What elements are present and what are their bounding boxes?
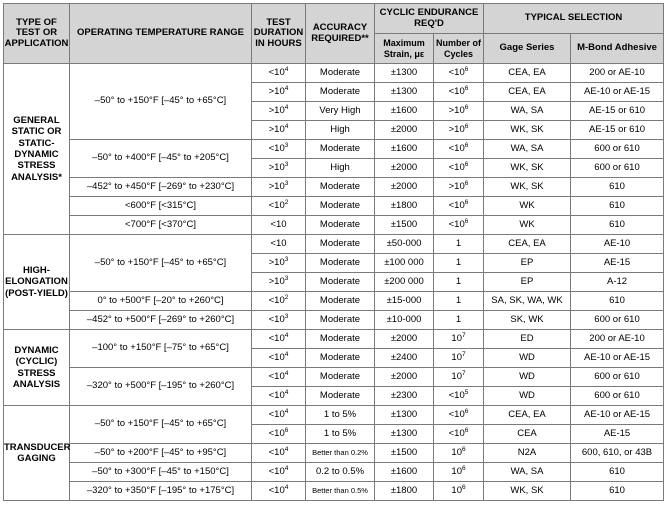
duration-value: <10	[268, 427, 285, 439]
cycles-cell	[434, 482, 484, 501]
cycles-cell	[434, 387, 484, 406]
cycles-exponent: 6	[464, 103, 469, 111]
cycles-value: 10	[451, 370, 462, 382]
cycles-cell	[434, 330, 484, 349]
cycles-value: 1	[455, 256, 462, 268]
header-gage-series: Gage Series	[484, 34, 571, 64]
duration-value: <10	[268, 408, 285, 420]
duration-exponent: 4	[284, 65, 289, 73]
cycles-cell	[434, 406, 484, 425]
cycles-exponent: 7	[461, 331, 466, 339]
gage-series-cell: N2A	[484, 444, 571, 463]
max-strain-cell: ±1800	[375, 197, 434, 216]
header-max-strain: Maximum Strain, με	[375, 34, 434, 64]
adhesive-cell: AE-10 or AE-15	[571, 406, 664, 425]
cycles-value: 10	[451, 351, 462, 363]
accuracy-cell: Moderate	[306, 216, 375, 235]
duration-value: >10	[268, 180, 285, 192]
adhesive-cell: 200 or AE-10	[571, 64, 664, 83]
duration-exponent: 4	[284, 464, 289, 472]
cycles-exponent: 6	[464, 407, 469, 415]
duration-value: <10	[270, 237, 287, 249]
gage-series-cell: CEA, EA	[484, 406, 571, 425]
accuracy-cell: High	[306, 159, 375, 178]
accuracy-cell: Moderate	[306, 368, 375, 387]
duration-value: <10	[268, 370, 285, 382]
temperature-cell: –50° to +200°F [–45° to +95°C]	[70, 444, 252, 463]
adhesive-cell: 610	[571, 216, 664, 235]
accuracy-cell: Moderate	[306, 273, 375, 292]
header-temperature: OPERATING TEMPERATURE RANGE	[70, 4, 252, 64]
cycles-value: 1	[455, 275, 462, 287]
temperature-cell: <700°F [<370°C]	[70, 216, 252, 235]
table-row	[4, 368, 664, 387]
duration-cell	[252, 368, 306, 387]
duration-exponent: 4	[284, 407, 289, 415]
accuracy-cell: Moderate	[306, 83, 375, 102]
gage-series-cell: WD	[484, 368, 571, 387]
adhesive-cell: AE-10 or AE-15	[571, 349, 664, 368]
max-strain-cell: ±1500	[375, 216, 434, 235]
max-strain-cell: ±2400	[375, 349, 434, 368]
accuracy-cell: Moderate	[306, 178, 375, 197]
cycles-value: 1	[455, 237, 462, 249]
duration-value: <10	[268, 66, 285, 78]
adhesive-cell: AE-10	[571, 235, 664, 254]
accuracy-cell: Moderate	[306, 311, 375, 330]
duration-value: <10	[270, 218, 287, 230]
table-body	[4, 64, 664, 501]
duration-value: <10	[268, 294, 285, 306]
adhesive-cell: 600 or 610	[571, 159, 664, 178]
cycles-value: <10	[448, 142, 465, 154]
max-strain-cell: ±1300	[375, 83, 434, 102]
gage-series-cell: WK	[484, 197, 571, 216]
cycles-exponent: 7	[461, 369, 466, 377]
table-row	[4, 64, 664, 83]
duration-exponent: 2	[284, 198, 289, 206]
max-strain-cell: ±100 000	[375, 254, 434, 273]
cycles-exponent: 6	[464, 198, 469, 206]
accuracy-cell: Better than 0.2%	[306, 444, 375, 463]
max-strain-cell: ±2000	[375, 159, 434, 178]
accuracy-cell: Moderate	[306, 387, 375, 406]
cycles-exponent: 6	[461, 464, 466, 472]
duration-value: >10	[268, 161, 285, 173]
gage-series-cell: WK	[484, 216, 571, 235]
cycles-exponent: 6	[464, 217, 469, 225]
max-strain-cell: ±1300	[375, 406, 434, 425]
gage-series-cell: WD	[484, 387, 571, 406]
table-row	[4, 444, 664, 463]
duration-exponent: 3	[284, 274, 289, 282]
max-strain-cell: ±1600	[375, 140, 434, 159]
duration-cell	[252, 330, 306, 349]
gage-series-cell: WK, SK	[484, 159, 571, 178]
max-strain-cell: ±1500	[375, 444, 434, 463]
adhesive-cell: 600 or 610	[571, 368, 664, 387]
max-strain-cell: ±1300	[375, 64, 434, 83]
cycles-exponent: 6	[464, 141, 469, 149]
cycles-value: >10	[448, 180, 465, 192]
duration-exponent: 6	[284, 426, 289, 434]
table-row	[4, 406, 664, 425]
table-row	[4, 292, 664, 311]
max-strain-cell: ±2000	[375, 330, 434, 349]
duration-cell	[252, 64, 306, 83]
cycles-cell	[434, 159, 484, 178]
cycles-cell	[434, 349, 484, 368]
duration-cell	[252, 140, 306, 159]
adhesive-cell: 600 or 610	[571, 140, 664, 159]
gage-series-cell: WA, SA	[484, 102, 571, 121]
adhesive-cell: 600 or 610	[571, 311, 664, 330]
cycles-value: >10	[448, 104, 465, 116]
duration-exponent: 3	[284, 255, 289, 263]
accuracy-cell: Moderate	[306, 235, 375, 254]
gage-series-cell: WK, SK	[484, 482, 571, 501]
cycles-cell	[434, 292, 484, 311]
duration-cell	[252, 482, 306, 501]
accuracy-cell: 1 to 5%	[306, 406, 375, 425]
duration-exponent: 3	[284, 160, 289, 168]
duration-cell	[252, 425, 306, 444]
cycles-value: 1	[455, 294, 462, 306]
cycles-cell	[434, 140, 484, 159]
gage-series-cell: ED	[484, 330, 571, 349]
max-strain-cell: ±1800	[375, 482, 434, 501]
duration-exponent: 4	[284, 84, 289, 92]
table-row	[4, 216, 664, 235]
duration-exponent: 4	[284, 103, 289, 111]
max-strain-cell: ±2000	[375, 121, 434, 140]
accuracy-cell: Moderate	[306, 330, 375, 349]
max-strain-cell: ±15-000	[375, 292, 434, 311]
cycles-value: 10	[451, 332, 462, 344]
duration-value: >10	[268, 104, 285, 116]
accuracy-cell: Moderate	[306, 140, 375, 159]
cycles-cell	[434, 444, 484, 463]
cycles-cell	[434, 102, 484, 121]
duration-exponent: 3	[284, 141, 289, 149]
adhesive-cell: 600 or 610	[571, 387, 664, 406]
adhesive-cell: 200 or AE-10	[571, 330, 664, 349]
table-row	[4, 178, 664, 197]
table-row	[4, 140, 664, 159]
cycles-value: <10	[448, 85, 465, 97]
max-strain-cell: ±1600	[375, 102, 434, 121]
cycles-value: <10	[448, 199, 465, 211]
adhesive-cell: 600, 610, or 43B	[571, 444, 664, 463]
adhesive-cell: 610	[571, 482, 664, 501]
cycles-value: <10	[448, 408, 465, 420]
gage-series-cell: SK, WK	[484, 311, 571, 330]
temperature-cell: 0° to +500°F [–20° to +260°C]	[70, 292, 252, 311]
cycles-value: 10	[451, 484, 462, 496]
gage-series-cell: CEA	[484, 425, 571, 444]
max-strain-cell: ±50-000	[375, 235, 434, 254]
cycles-cell	[434, 178, 484, 197]
cycles-cell	[434, 425, 484, 444]
cycles-exponent: 6	[461, 445, 466, 453]
cycles-value: <10	[448, 161, 465, 173]
adhesive-cell: AE-15 or 610	[571, 102, 664, 121]
cycles-cell	[434, 254, 484, 273]
cycles-cell	[434, 463, 484, 482]
cycles-exponent: 6	[461, 483, 466, 491]
cycles-cell	[434, 64, 484, 83]
gage-series-cell: CEA, EA	[484, 235, 571, 254]
adhesive-cell: 610	[571, 463, 664, 482]
header-application: TYPE OF TEST OR APPLICATION	[4, 4, 70, 64]
cycles-exponent: 6	[464, 160, 469, 168]
adhesive-cell: AE-15	[571, 425, 664, 444]
gage-series-cell: SA, SK, WA, WK	[484, 292, 571, 311]
application-cell: TRANSDUCER GAGING	[4, 406, 70, 501]
temperature-cell: –320° to +350°F [–195° to +175°C]	[70, 482, 252, 501]
accuracy-cell: Moderate	[306, 254, 375, 273]
duration-value: <10	[268, 465, 285, 477]
cycles-exponent: 6	[464, 84, 469, 92]
cycles-cell	[434, 368, 484, 387]
duration-cell	[252, 311, 306, 330]
temperature-cell: <600°F [<315°C]	[70, 197, 252, 216]
cycles-exponent: 6	[464, 65, 469, 73]
adhesive-cell: 610	[571, 292, 664, 311]
duration-value: <10	[268, 199, 285, 211]
adhesive-cell: AE-15 or 610	[571, 121, 664, 140]
duration-exponent: 4	[284, 483, 289, 491]
header-duration: TEST DURATION IN HOURS	[252, 4, 306, 64]
max-strain-cell: ±2000	[375, 368, 434, 387]
duration-value: <10	[268, 313, 285, 325]
duration-exponent: 4	[284, 388, 289, 396]
duration-exponent: 4	[284, 331, 289, 339]
duration-value: >10	[268, 123, 285, 135]
duration-cell	[252, 463, 306, 482]
duration-cell	[252, 235, 306, 254]
max-strain-cell: ±200 000	[375, 273, 434, 292]
duration-cell	[252, 83, 306, 102]
duration-value: <10	[268, 484, 285, 496]
header-typical-selection: TYPICAL SELECTION	[484, 4, 664, 34]
duration-cell	[252, 216, 306, 235]
table-row	[4, 311, 664, 330]
cycles-exponent: 7	[461, 350, 466, 358]
duration-value: <10	[268, 446, 285, 458]
duration-value: >10	[268, 275, 285, 287]
table-row	[4, 330, 664, 349]
duration-cell	[252, 387, 306, 406]
duration-cell	[252, 121, 306, 140]
gage-series-cell: CEA, EA	[484, 64, 571, 83]
accuracy-cell: Moderate	[306, 197, 375, 216]
accuracy-cell: Better than 0.5%	[306, 482, 375, 501]
table-row	[4, 235, 664, 254]
gage-series-cell: CEA, EA	[484, 83, 571, 102]
max-strain-cell: ±2300	[375, 387, 434, 406]
duration-value: <10	[268, 332, 285, 344]
gage-series-cell: WK, SK	[484, 121, 571, 140]
header-accuracy: ACCURACY REQUIRED**	[306, 4, 375, 64]
cycles-exponent: 6	[464, 122, 469, 130]
temperature-cell: –50° to +150°F [–45° to +65°C]	[70, 64, 252, 140]
table-row	[4, 197, 664, 216]
cycles-value: <10	[448, 389, 465, 401]
accuracy-cell: Moderate	[306, 64, 375, 83]
adhesive-cell: AE-10 or AE-15	[571, 83, 664, 102]
duration-cell	[252, 197, 306, 216]
application-cell: GENERAL STATIC OR STATIC-DYNAMIC STRESS ANALYSIS*	[4, 64, 70, 235]
adhesive-cell: AE-15	[571, 254, 664, 273]
temperature-cell: –452° to +500°F [–269° to +260°C]	[70, 311, 252, 330]
accuracy-cell: Moderate	[306, 292, 375, 311]
duration-cell	[252, 273, 306, 292]
cycles-value: 1	[455, 313, 462, 325]
cycles-value: <10	[448, 66, 465, 78]
accuracy-cell: Very High	[306, 102, 375, 121]
gage-series-cell: WK, SK	[484, 178, 571, 197]
cycles-cell	[434, 235, 484, 254]
duration-value: >10	[268, 256, 285, 268]
temperature-cell: –100° to +150°F [–75° to +65°C]	[70, 330, 252, 368]
max-strain-cell: ±10-000	[375, 311, 434, 330]
duration-value: <10	[268, 351, 285, 363]
cycles-value: 10	[451, 446, 462, 458]
duration-exponent: 3	[284, 179, 289, 187]
temperature-cell: –50° to +400°F [–45° to +205°C]	[70, 140, 252, 178]
gage-series-cell: WD	[484, 349, 571, 368]
application-cell: HIGH-ELONGATION (POST-YIELD)	[4, 235, 70, 330]
table-row	[4, 463, 664, 482]
temperature-cell: –452° to +450°F [–269° to +230°C]	[70, 178, 252, 197]
cycles-cell	[434, 273, 484, 292]
cycles-cell	[434, 121, 484, 140]
duration-exponent: 4	[284, 445, 289, 453]
application-cell: DYNAMIC (CYCLIC) STRESS ANALYSIS	[4, 330, 70, 406]
cycles-exponent: 5	[464, 388, 469, 396]
cycles-value: 10	[451, 465, 462, 477]
temperature-cell: –50° to +150°F [–45° to +65°C]	[70, 235, 252, 292]
cycles-cell	[434, 311, 484, 330]
adhesive-cell: 610	[571, 178, 664, 197]
duration-cell	[252, 178, 306, 197]
duration-value: >10	[268, 85, 285, 97]
accuracy-cell: 1 to 5%	[306, 425, 375, 444]
max-strain-cell: ±2000	[375, 178, 434, 197]
duration-exponent: 3	[284, 312, 289, 320]
gage-series-cell: EP	[484, 254, 571, 273]
duration-exponent: 4	[284, 122, 289, 130]
cycles-value: >10	[448, 123, 465, 135]
gage-series-cell: EP	[484, 273, 571, 292]
accuracy-cell: High	[306, 121, 375, 140]
cycles-cell	[434, 216, 484, 235]
duration-cell	[252, 292, 306, 311]
header-number-cycles: Number of Cycles	[434, 34, 484, 64]
duration-exponent: 4	[284, 369, 289, 377]
accuracy-cell: 0.2 to 0.5%	[306, 463, 375, 482]
adhesive-cell: A-12	[571, 273, 664, 292]
duration-cell	[252, 444, 306, 463]
header-cyclic-endurance: CYCLIC ENDURANCE REQ'D	[375, 4, 484, 34]
max-strain-cell: ±1600	[375, 463, 434, 482]
duration-value: <10	[268, 389, 285, 401]
cycles-value: <10	[448, 218, 465, 230]
duration-cell	[252, 406, 306, 425]
gage-series-cell: WA, SA	[484, 140, 571, 159]
duration-cell	[252, 349, 306, 368]
cycles-exponent: 6	[464, 179, 469, 187]
duration-exponent: 2	[284, 293, 289, 301]
duration-cell	[252, 102, 306, 121]
duration-cell	[252, 159, 306, 178]
max-strain-cell: ±1300	[375, 425, 434, 444]
header-adhesive: M-Bond Adhesive	[571, 34, 664, 64]
duration-cell	[252, 254, 306, 273]
gage-selection-table	[3, 3, 664, 501]
accuracy-cell: Moderate	[306, 349, 375, 368]
adhesive-cell: 610	[571, 197, 664, 216]
table-row	[4, 482, 664, 501]
gage-series-cell: WA, SA	[484, 463, 571, 482]
cycles-cell	[434, 83, 484, 102]
duration-value: <10	[268, 142, 285, 154]
duration-exponent: 4	[284, 350, 289, 358]
temperature-cell: –50° to +150°F [–45° to +65°C]	[70, 406, 252, 444]
cycles-cell	[434, 197, 484, 216]
cycles-value: <10	[448, 427, 465, 439]
temperature-cell: –320° to +500°F [–195° to +260°C]	[70, 368, 252, 406]
cycles-exponent: 6	[464, 426, 469, 434]
temperature-cell: –50° to +300°F [–45° to +150°C]	[70, 463, 252, 482]
